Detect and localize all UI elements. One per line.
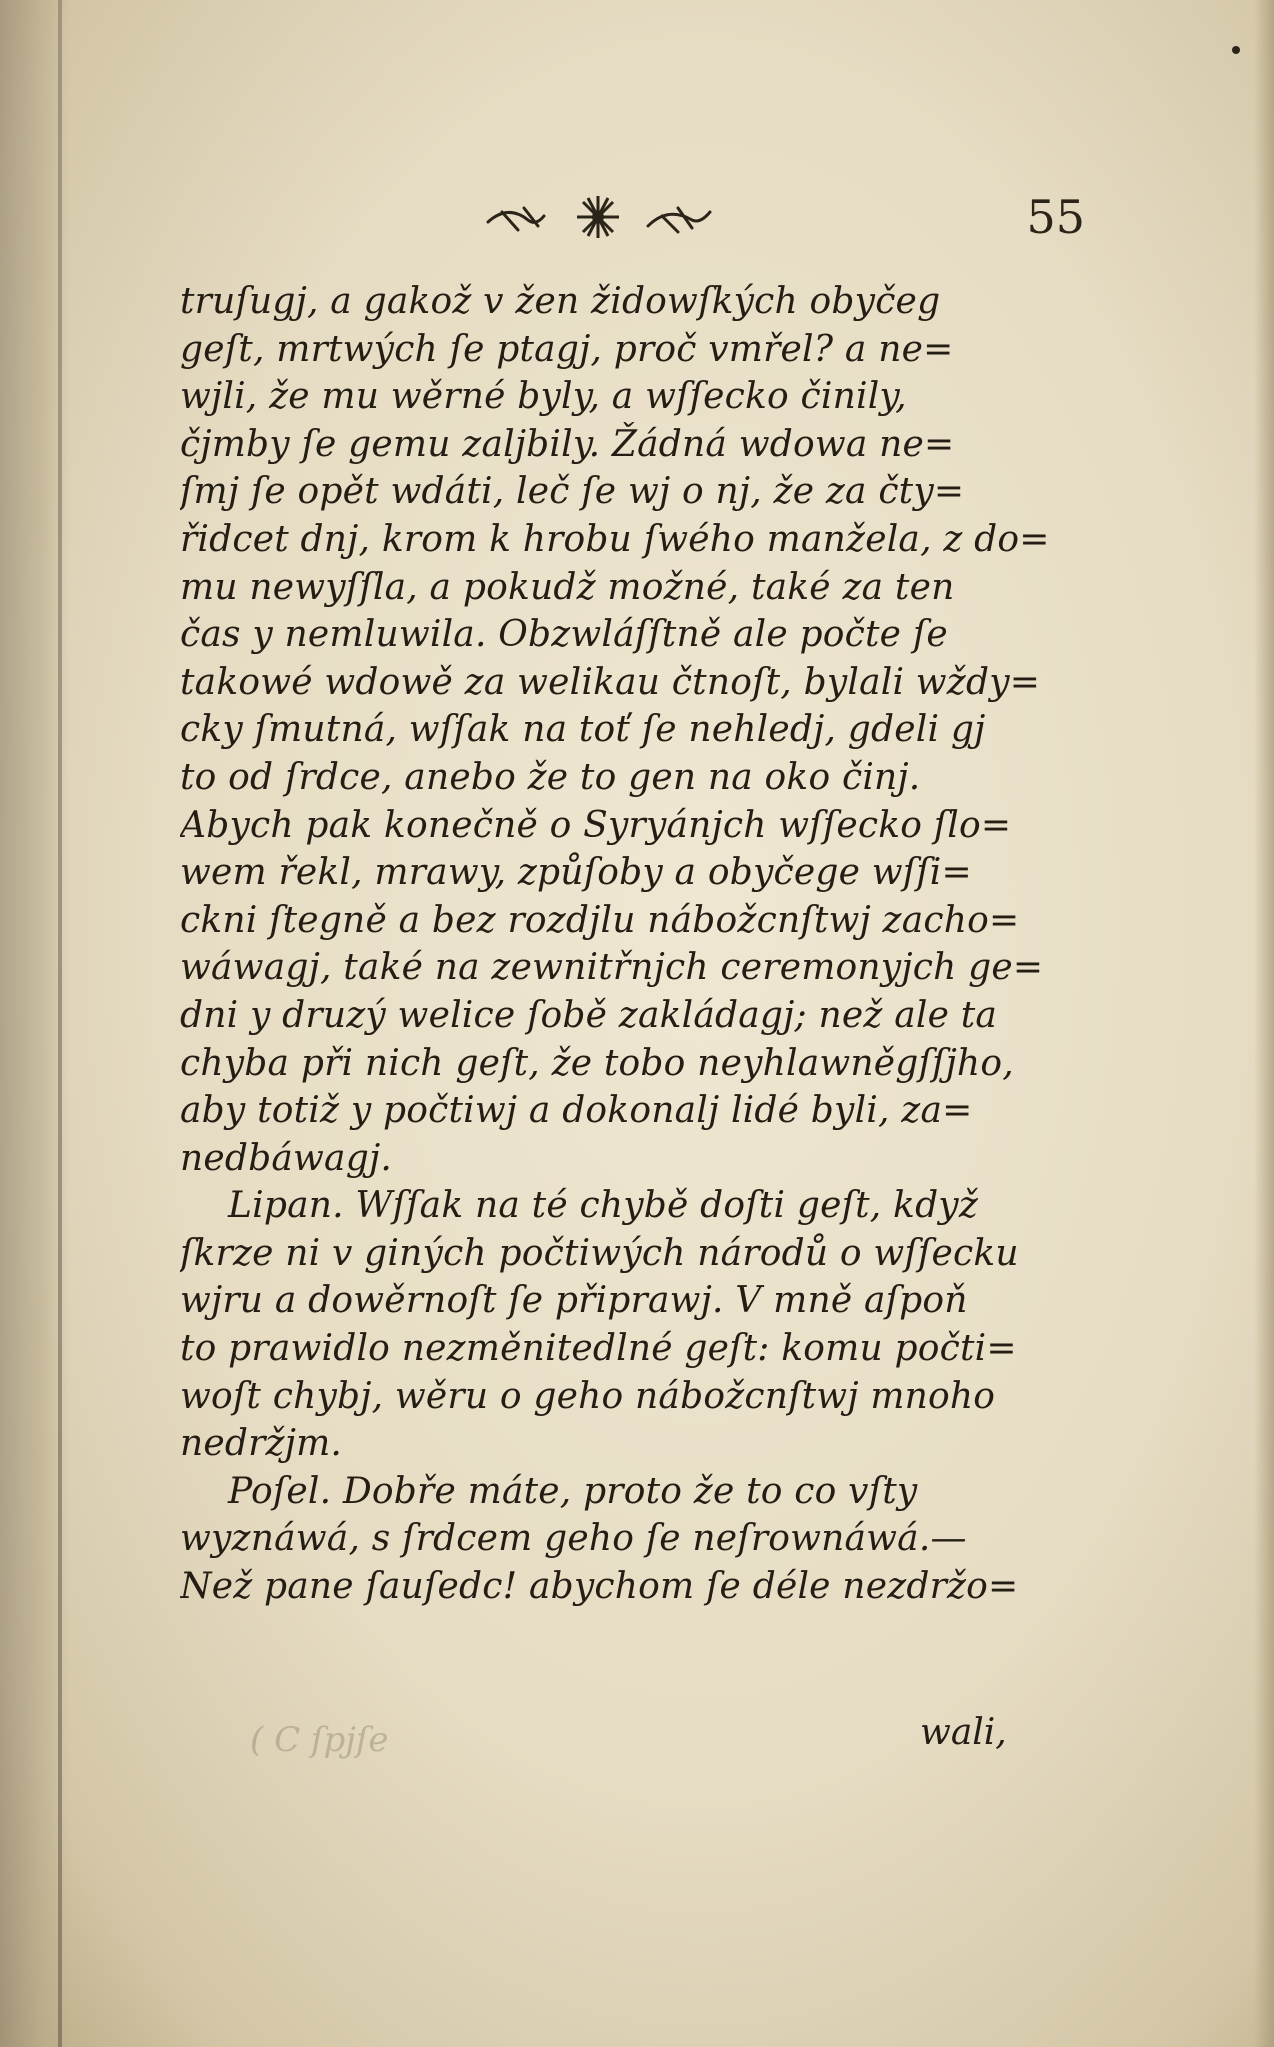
text-line: cky ſmutná, wſſak na toť ſe nehledj, gdeli gj [180, 709, 986, 751]
bleed-through-text: ( C ſpjſe [250, 1720, 389, 1760]
text-line: geſt, mrtwých ſe ptagj, proč vmřel? a ne= [180, 328, 954, 370]
text-line: truſugj, a gakož v žen židowſkých obyčeg [180, 281, 941, 322]
text-line: řidcet dnj, krom k hrobu ſwého manžela, z do= [180, 518, 1050, 560]
text-line: woſt chybj, wěru o geho nábožcnſtwj mnoho [180, 1375, 996, 1417]
text-line: čas y nemluwila. Obzwláſſtně ale počte ſe [180, 614, 948, 656]
text-line: wjru a dowěrnoſt ſe připrawj. V mně aſpoň [180, 1280, 968, 1322]
text-line: aby totiž y počtiwj a dokonalj lidé byli, za= [180, 1090, 973, 1132]
text-line: takowé wdowě za welikau čtnoſt, bylali wždy= [180, 661, 1041, 703]
text-line: ſmj ſe opět wdáti, leč ſe wj o nj, že za čty= [180, 471, 965, 513]
text-line: Než pane ſauſedc! abychom ſe déle nezdržo= [180, 1566, 1019, 1608]
ink-spot [1232, 46, 1240, 54]
text-line: čjmby ſe gemu zaljbily. Žádná wdowa ne= [180, 423, 955, 465]
text-line: wyznáwá, s ſrdcem geho ſe neſrownáwá.— [180, 1518, 967, 1560]
text-line: to prawidlo nezměnitedlné geſt: komu počti= [180, 1328, 1017, 1370]
text-line: nedržjm. [180, 1423, 343, 1465]
text-line: dni y druzý welice ſobě zakládagj; než ale ta [180, 994, 998, 1036]
text-line: wjli, že mu wěrné byly, a wſſecko činily, [180, 376, 907, 418]
gutter-line [58, 0, 62, 2047]
text-line: Poſel. Dobře máte, proto že to co vſty [228, 1470, 918, 1512]
catchword: wali, [920, 1712, 1007, 1753]
text-line: ſkrze ni v giných počtiwých národů o wſſecku [180, 1232, 1019, 1274]
text-line: nedbáwagj. [180, 1137, 392, 1179]
text-line: Abych pak konečně o Syryánjch wſſecko ſlo= [180, 804, 1012, 846]
text-line: to od ſrdce, anebo že to gen na oko činj. [180, 756, 921, 798]
ornament-icon [478, 186, 718, 246]
text-line: ckni ſtegně a bez rozdjlu nábožcnſtwj zacho= [180, 899, 1020, 941]
text-line: wem řekl, mrawy, způſoby a obyčege wſſi= [180, 852, 972, 894]
page-number: 55 [1026, 190, 1085, 244]
text-line: wáwagj, také na zewnitřnjch ceremonyjch ge= [180, 947, 1044, 989]
text-line: Lipan. Wſſak na té chybě doſti geſt, když [228, 1185, 979, 1227]
text-line: mu newyſſla, a pokudž možné, také za ten [180, 566, 955, 608]
body-text [180, 278, 1100, 1611]
page-header [180, 180, 1085, 260]
text-line: chyba při nich geſt, že tobo neyhlawněgſſjho, [180, 1042, 1014, 1084]
page-edge [1254, 0, 1274, 2047]
